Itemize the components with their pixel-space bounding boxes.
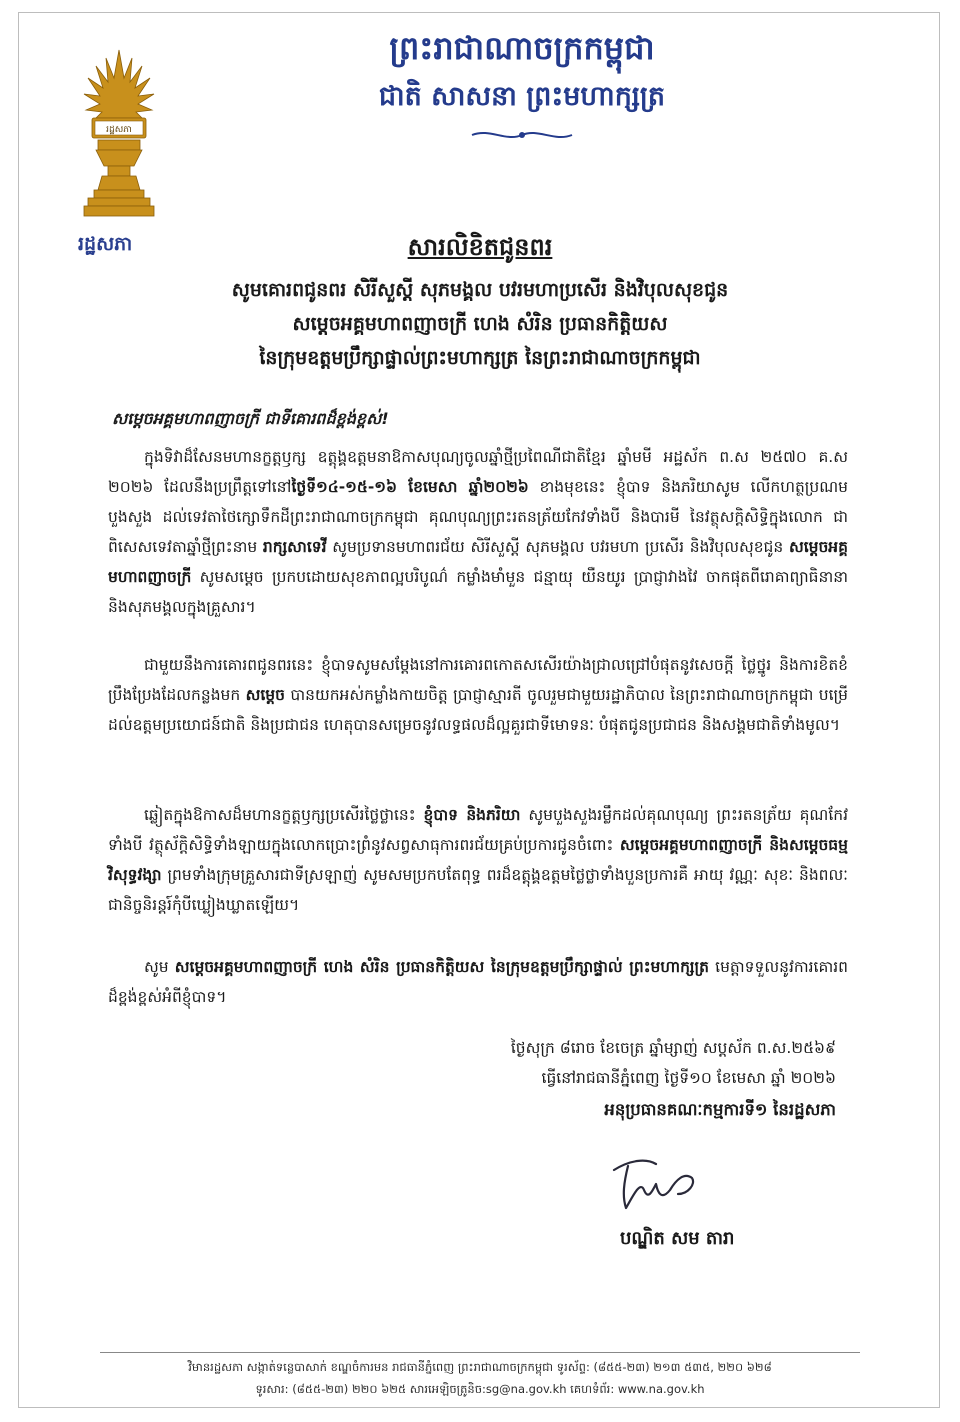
- national-assembly-emblem-icon: [80, 48, 158, 220]
- kingdom-header: ព្រះរាជាណាចក្រកម្ពុជា: [389, 29, 655, 67]
- place-and-date: ធ្វើនៅរាជធានីភ្នំពេញ ថ្ងៃទី១០ ខែមេសា ឆ្នាំ ២០២៦: [541, 1069, 836, 1087]
- document-title: សារលិខិតជូនពរ: [407, 233, 553, 261]
- salutation: សម្តេចអគ្គមហាពញាចក្រី ជាទីគោរពដ៏ខ្ពង់ខ្ពស់!: [112, 409, 389, 428]
- footer-contact: ទូរសារ: (៨៥៥-២៣) ២២០ ៦២៥ សារអេឡិចត្រូនិច:sg@na.gov.kh គេហទំព័រ: www.na.gov.kh: [255, 1382, 705, 1396]
- footer-divider: [100, 1352, 860, 1353]
- subtitle-line-1: សូមគោរពជូនពរ សិរីសួស្តី សុភមង្គល បវរមហាប្រសើរ និងវិបុលសុខជូន: [231, 279, 729, 301]
- footer-address: វិមានរដ្ឋសភា សង្កាត់ទន្លេបាសាក់ ខណ្ឌចំការមន រាជធានីភ្នំពេញ ព្រះរាជាណាចក្រកម្ពុជា ទូរស័ព្ទ: (៨៥៥-២៣) ២១៣ ៥៣៥, ២២០ ៦២៨: [188, 1360, 772, 1374]
- organization-label: រដ្ឋសភា: [78, 233, 133, 255]
- paragraph-1: ក្នុងទិវាដ៏សែនមហានក្ខត្តឫក្ស ឧត្តុង្គឧត្តមនាឱកាសបុណ្យចូលឆ្នាំថ្មីប្រពៃណីជាតិខ្មែរ ឆ្នាំមមី អដ្ឋស័ក ព.ស ២៥៧០ គ.ស ២០២៦ ដែលនឹងប្រព្រឹត្តទៅនៅថ្ងៃទី១៤-១៥-១៦ ខែមេសា ឆ្នាំ២០២៦ ខាងមុខនេះ ខ្ញុំបាទ និងភរិយាសូម លើកហត្ថប្រណមបួងសួង ដល់ទេវតាថៃក្សោទឹកដីព្រះរាជាណាចក្រកម្ពុជា គុណបុណ្យព្រះរតនត្រ័យកែវទាំងបី និងបារមី នៃវត្ថុសក្តិសិទ្ធិក្នុងលោក ជាពិសេសទេវតាឆ្នាំថ្មីព្រះនាម រាក្សសាទេវី សូមប្រទានមហាពរជ័យ សិរីសួស្តី សុភមង្គល បវរមហា ប្រសើរ និងវិបុលសុខជូន សម្តេចអគ្គមហាពញាចក្រី សូមសម្តេច ប្រកបដោយសុខភាពល្អបរិបូណ៌ កម្លាំងមាំមួន ជន្មាយុ យឺនយូរ ប្រាជ្ញាវាងវៃ ចាកផុតពីរោគាព្យាធិនានា និងសុភមង្គលក្នុងគ្រួសារ។: [108, 448, 849, 616]
- paragraph-4: សូម សម្តេចអគ្គមហាពញាចក្រី ហេង សំរិន ប្រធានកិត្តិយស នៃក្រុមឧត្តមប្រឹក្សាផ្ទាល់ ព្រះមហាក្សត្រ មេត្តាទទួលនូវការគោរពដ៏ខ្ពង់ខ្ពស់អំពីខ្ញុំបាទ។: [108, 958, 848, 1006]
- subtitle-line-2: សម្តេចអគ្គមហាពញាចក្រី ហេង សំរិន ប្រធានកិត្តិយស: [292, 313, 668, 335]
- motto-header: ជាតិ សាសនា ព្រះមហាក្សត្រ: [378, 81, 666, 112]
- signature-icon: [600, 1150, 710, 1220]
- signer-position: អនុប្រធានគណៈកម្មការទី១ នៃរដ្ឋសភា: [604, 1100, 836, 1119]
- svg-text:រដ្ឋសភា: រដ្ឋសភា: [106, 125, 132, 135]
- subtitle-line-3: នៃក្រុមឧត្តមប្រឹក្សាផ្ទាល់ព្រះមហាក្សត្រ នៃព្រះរាជាណាចក្រកម្ពុជា: [259, 347, 701, 369]
- signer-name: បណ្ឌិត សម តារា: [620, 1228, 735, 1249]
- ornament-divider-icon: [470, 126, 574, 144]
- paragraph-2: ជាមួយនឹងការគោរពជូនពរនេះ ខ្ញុំបាទសូមសម្តែងនៅការគោរពកោតសសើរយ៉ាងជ្រាលជ្រៅបំផុតនូវសេចក្តី ថ្លៃថ្នូរ និងការខិតខំប្រឹងប្រែងដែលកន្លងមក សម្តេច បានយកអស់កម្លាំងកាយចិត្ត ប្រាជ្ញាស្មារតី ចូលរួមជាមួយរដ្ឋាភិបាល នៃព្រះរាជាណាចក្រកម្ពុជា បម្រើដល់ឧត្តមប្រយោជន៍ជាតិ និងប្រជាជន ហេតុបានសម្រេចនូវលទ្ធផលដ៏ល្អគួរជាទីមោទនៈ បំផុតជូនប្រជាជន និងសង្គមជាតិទាំងមូល។: [108, 656, 848, 734]
- lunar-date: ថ្ងៃសុក្រ ៨រោច ខែចេត្រ ឆ្នាំម្សាញ់ សប្តស័ក ព.ស.២៥៦៩: [510, 1039, 836, 1057]
- paragraph-3: ឆ្លៀតក្នុងឱកាសដ៏មហានក្ខត្តឫក្សប្រសើរថ្លៃថ្លានេះ ខ្ញុំបាទ និងភរិយា សូមបួងសួងរម្លឹកដល់គុណបុណ្យ ព្រះរតនត្រ័យ គុណកែវទាំងបី វត្ថុស័ក្តិសិទ្ធិទាំងឡាយក្នុងលោកប្រោះព្រំនូវសព្វសាធុការពរជ័យគ្រប់ប្រការជូនចំពោះ សម្តេចអគ្គមហាពញាចក្រី និងសម្តេចធម្មវិសុទ្ធវង្សា ព្រមទាំងក្រុមគ្រួសារជាទីស្រឡាញ់ សូមសមប្រកបតែពុទ្ធ ពរដ៏ឧត្តុង្គឧត្តមថ្លៃថ្លាទាំងបួនប្រការគឺ អាយុ វណ្ណៈ សុខៈ និងពលៈ ជានិច្ចនិរន្តរ៍កុំបីឃ្លៀងឃ្លាតឡើយ។: [108, 806, 849, 914]
